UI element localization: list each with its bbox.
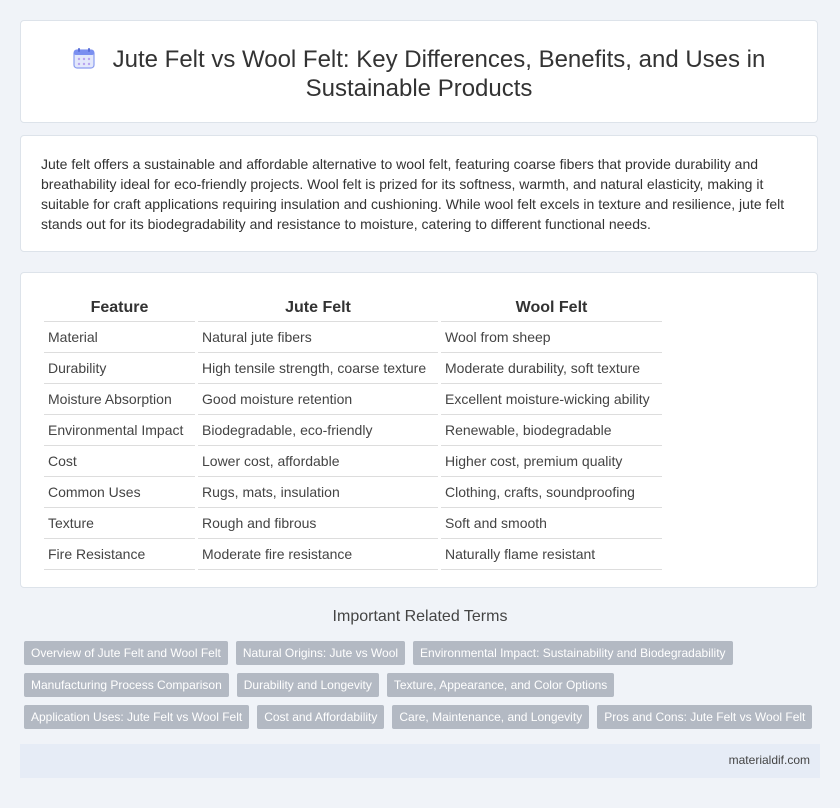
table-cell: Common Uses — [44, 477, 195, 508]
page-title — [21, 45, 817, 103]
table-row — [44, 477, 662, 508]
table-cell: Rugs, mats, insulation — [198, 477, 438, 508]
table-cell: Clothing, crafts, soundproofing — [441, 477, 662, 508]
table-cell: Excellent moisture-wicking ability — [441, 384, 662, 415]
table-row — [44, 508, 662, 539]
table-cell: Environmental Impact — [44, 415, 195, 446]
related-term-tag[interactable]: Application Uses: Jute Felt vs Wool Felt — [24, 705, 249, 729]
related-term-tag[interactable]: Durability and Longevity — [237, 673, 379, 697]
comparison-card — [20, 272, 818, 588]
table-cell: Moderate durability, soft texture — [441, 353, 662, 384]
related-term-tag[interactable]: Care, Maintenance, and Longevity — [392, 705, 589, 729]
table-cell: Naturally flame resistant — [441, 539, 662, 570]
table-cell: Wool from sheep — [441, 322, 662, 353]
related-term-tag[interactable]: Pros and Cons: Jute Felt vs Wool Felt — [597, 705, 812, 729]
table-cell: Natural jute fibers — [198, 322, 438, 353]
column-header: Jute Felt — [198, 295, 438, 322]
related-terms-tags — [24, 641, 824, 737]
table-cell: Material — [44, 322, 195, 353]
table-row — [44, 415, 662, 446]
related-term-tag[interactable]: Environmental Impact: Sustainability and Biodegradability — [413, 641, 733, 665]
related-term-tag[interactable]: Natural Origins: Jute vs Wool — [236, 641, 405, 665]
table-cell: Rough and fibrous — [198, 508, 438, 539]
intro-text: Jute felt offers a sustainable and affordable alternative to wool felt, featuring coarse fibers that provide durability and breathability ideal for eco-friendly projects. Wool felt is prized for its softness, warmth, and natural elasticity, making it suitable for craft applications requiring insulation and cushioning. While wool felt excels in texture and resilience, jute felt stands out for its biodegradability and resistance to moisture, catering to different functional needs. — [41, 156, 785, 232]
related-terms-title: Important Related Terms — [332, 608, 508, 625]
footer-site[interactable]: materialdif.com — [728, 753, 810, 767]
table-cell: Biodegradable, eco-friendly — [198, 415, 438, 446]
related-term-tag[interactable]: Texture, Appearance, and Color Options — [387, 673, 614, 697]
calendar-icon — [73, 47, 95, 69]
table-cell: Higher cost, premium quality — [441, 446, 662, 477]
intro-card — [20, 135, 818, 252]
column-header: Feature — [44, 295, 195, 322]
table-cell: Cost — [44, 446, 195, 477]
table-cell: Moderate fire resistance — [198, 539, 438, 570]
title-line-2: Sustainable Products — [305, 75, 533, 102]
table-cell: Texture — [44, 508, 195, 539]
related-term-tag[interactable]: Manufacturing Process Comparison — [24, 673, 229, 697]
table-cell: Good moisture retention — [198, 384, 438, 415]
table-cell: High tensile strength, coarse texture — [198, 353, 438, 384]
tag-row — [24, 641, 824, 665]
table-row — [44, 353, 662, 384]
table-row — [44, 446, 662, 477]
tag-row — [24, 705, 824, 729]
footer — [20, 744, 820, 778]
title-line-1: Jute Felt vs Wool Felt: Key Differences, Benefits, and Uses in — [112, 46, 766, 73]
table-header-row — [44, 295, 662, 322]
table-cell: Fire Resistance — [44, 539, 195, 570]
comparison-table — [41, 295, 665, 570]
tag-row — [24, 673, 824, 697]
table-cell: Renewable, biodegradable — [441, 415, 662, 446]
table-row — [44, 384, 662, 415]
table-row — [44, 322, 662, 353]
header-card — [20, 20, 818, 123]
table-cell: Moisture Absorption — [44, 384, 195, 415]
column-header: Wool Felt — [441, 295, 662, 322]
related-term-tag[interactable]: Overview of Jute Felt and Wool Felt — [24, 641, 228, 665]
table-row — [44, 539, 662, 570]
table-cell: Durability — [44, 353, 195, 384]
table-cell: Lower cost, affordable — [198, 446, 438, 477]
related-term-tag[interactable]: Cost and Affordability — [257, 705, 384, 729]
table-cell: Soft and smooth — [441, 508, 662, 539]
